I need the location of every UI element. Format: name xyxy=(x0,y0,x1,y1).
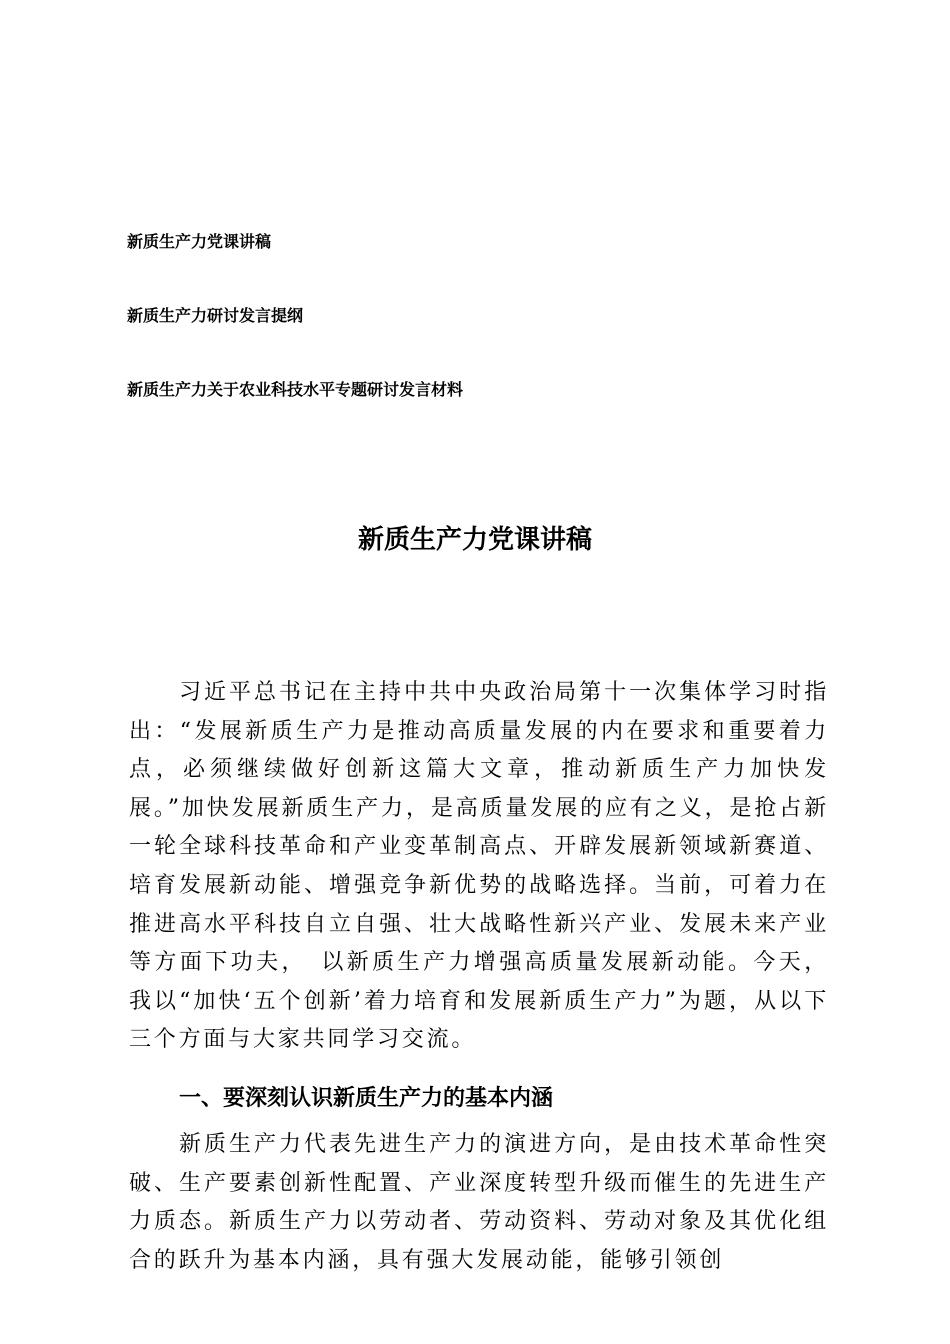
toc-item[interactable]: 新质生产力研讨发言提纲 xyxy=(127,306,304,325)
toc-item[interactable]: 新质生产力党课讲稿 xyxy=(127,232,272,251)
document-title: 新质生产力党课讲稿 xyxy=(357,525,592,555)
toc-item[interactable]: 新质生产力关于农业科技水平专题研讨发言材料 xyxy=(127,380,464,399)
table-of-contents xyxy=(127,228,827,450)
body-paragraph: 习近平总书记在主持中共中央政治局第十一次集体学习时指出：“发展新质生产力是推动高质量发展的内在要求和重要着力点，必须继续做好创新这篇大文章，推动新质生产力加快发展。”加快发展新质生产力，是高质量发展的应有之义，是抢占新一轮全球科技革命和产业变革制高点、开辟发展新领域新赛道、培育发展新动能、增强竞争新优势的战略选择。当前，可着力在推进高水平科技自立自强、壮大战略性新兴产业、发展未来产业等方面下功夫， 以新质生产力增强高质量发展新动能。今天，我以“加快‘五个创新’着力培育和发展新质生产力”为题，从以下三个方面与大家共同学习交流。 xyxy=(129,680,829,1053)
body-paragraph: 新质生产力代表先进生产力的演进方向，是由技术革命性突破、生产要素创新性配置、产业深度转型升级而催生的先进生产力质态。新质生产力以劳动者、劳动资料、劳动对象及其优化组合的跃升为基本内涵，具有强大发展动能，能够引领创 xyxy=(129,1132,829,1273)
section-heading: 一、要深刻认识新质生产力的基本内涵 xyxy=(179,1086,554,1111)
